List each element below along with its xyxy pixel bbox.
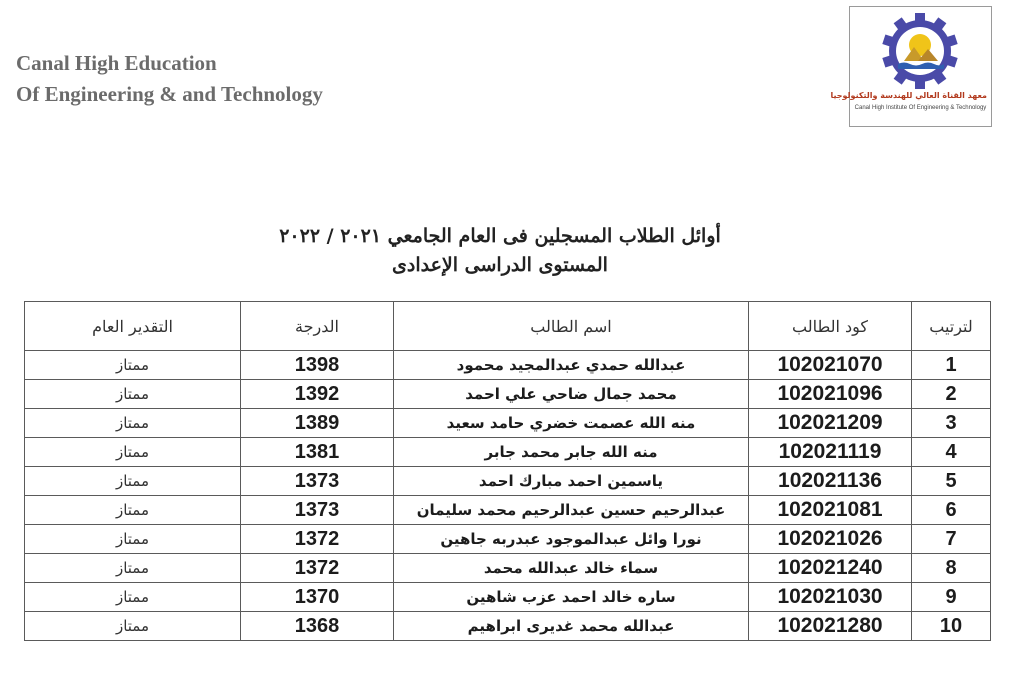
cell-rank: 3 [912, 409, 991, 438]
table-row [25, 380, 991, 409]
institution-name-line1: Canal High Education [16, 51, 217, 75]
cell-code: 102021070 [749, 351, 912, 380]
cell-rank: 10 [912, 612, 991, 641]
table-row [25, 467, 991, 496]
cell-name: محمد جمال ضاحي علي احمد [394, 380, 749, 409]
cell-grade: ممتاز [25, 554, 241, 583]
cell-name: ساره خالد احمد عزب شاهين [394, 583, 749, 612]
cell-name: ياسمين احمد مبارك احمد [394, 467, 749, 496]
document-titles [200, 221, 800, 279]
cell-grade: ممتاز [25, 409, 241, 438]
table-row [25, 409, 991, 438]
cell-grade: ممتاز [25, 496, 241, 525]
cell-name: عبدالله محمد غديرى ابراهيم [394, 612, 749, 641]
cell-score: 1370 [241, 583, 394, 612]
institution-name-line2: Of Engineering & and Technology [16, 82, 323, 106]
cell-grade: ممتاز [25, 525, 241, 554]
table-row [25, 525, 991, 554]
cell-grade: ممتاز [25, 380, 241, 409]
cell-grade: ممتاز [25, 438, 241, 467]
table-row [25, 496, 991, 525]
cell-score: 1373 [241, 467, 394, 496]
cell-code: 102021096 [749, 380, 912, 409]
cell-score: 1373 [241, 496, 394, 525]
cell-code: 102021240 [749, 554, 912, 583]
table-row [25, 612, 991, 641]
cell-code: 102021280 [749, 612, 912, 641]
header-name: اسم الطالب [394, 302, 749, 351]
cell-rank: 1 [912, 351, 991, 380]
logo-english-text: Canal High Institute Of Engineering & Technology [854, 105, 987, 111]
cell-code: 102021030 [749, 583, 912, 612]
institute-logo [830, 6, 992, 127]
cell-grade: ممتاز [25, 351, 241, 380]
cell-code: 102021119 [749, 438, 912, 467]
table-header-row [25, 302, 991, 351]
cell-score: 1372 [241, 525, 394, 554]
header-grade: التقدير العام [25, 302, 241, 351]
institution-name [16, 48, 323, 110]
table-row [25, 583, 991, 612]
cell-grade: ممتاز [25, 583, 241, 612]
cell-grade: ممتاز [25, 612, 241, 641]
cell-name: نورا وائل عبدالموجود عبدربه جاهين [394, 525, 749, 554]
header-code: كود الطالب [749, 302, 912, 351]
cell-name: عبدالرحيم حسين عبدالرحيم محمد سليمان [394, 496, 749, 525]
cell-code: 102021081 [749, 496, 912, 525]
document-subtitle: المستوى الدراسى الإعدادى [392, 254, 608, 276]
cell-score: 1392 [241, 380, 394, 409]
document-title: أوائل الطلاب المسجلين فى العام الجامعي ٢٠٢١ / ٢٠٢٢ [279, 225, 721, 247]
cell-score: 1372 [241, 554, 394, 583]
cell-grade: ممتاز [25, 467, 241, 496]
gear-pyramid-logo-icon [864, 11, 976, 91]
cell-rank: 8 [912, 554, 991, 583]
top-students-table [24, 301, 991, 641]
table-row [25, 351, 991, 380]
cell-rank: 6 [912, 496, 991, 525]
cell-code: 102021026 [749, 525, 912, 554]
table-row [25, 554, 991, 583]
cell-code: 102021136 [749, 467, 912, 496]
cell-rank: 5 [912, 467, 991, 496]
cell-name: عبدالله حمدي عبدالمجيد محمود [394, 351, 749, 380]
cell-name: منه الله جابر محمد جابر [394, 438, 749, 467]
header-rank: لترتيب [912, 302, 991, 351]
cell-name: منه الله عصمت خضري حامد سعيد [394, 409, 749, 438]
header-score: الدرجة [241, 302, 394, 351]
cell-name: سماء خالد عبدالله محمد [394, 554, 749, 583]
cell-code: 102021209 [749, 409, 912, 438]
logo-arabic-text: معهد القناة العالي للهندسة والتكنولوجيا [830, 91, 987, 100]
table-row [25, 438, 991, 467]
cell-score: 1381 [241, 438, 394, 467]
cell-score: 1389 [241, 409, 394, 438]
cell-rank: 4 [912, 438, 991, 467]
cell-rank: 7 [912, 525, 991, 554]
cell-score: 1368 [241, 612, 394, 641]
cell-rank: 2 [912, 380, 991, 409]
cell-score: 1398 [241, 351, 394, 380]
cell-rank: 9 [912, 583, 991, 612]
